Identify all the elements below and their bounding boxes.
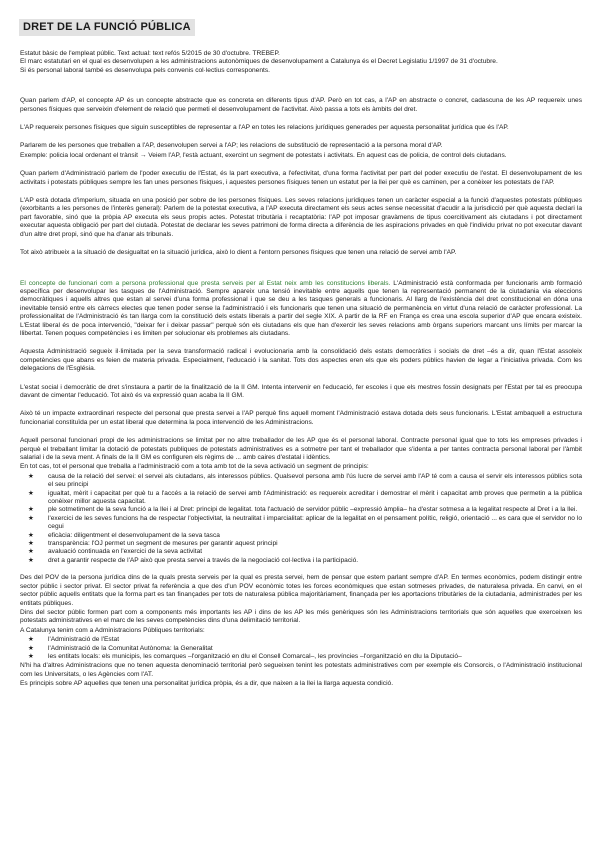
star-bullet-icon: ★	[28, 531, 34, 539]
star-bullet-icon: ★	[28, 652, 34, 660]
star-bullet-icon: ★	[28, 644, 34, 652]
list-item: ★ ple sotmetiment de la seva funció a la llei i al Dret: principi de legalitat. tota l'actuació de servidor públic –expressió àmplia– ha d'estar sotmesa a la legalitat respecte al Dret i a la llei.	[28, 506, 578, 514]
list-item: ★ l'Administració de l'Estat	[28, 636, 120, 644]
intro-line: Si és personal laboral també es desenvolupa pels convenis col·lectius corresponents.	[20, 66, 270, 74]
intro-line: El marc estatutari en el qual es desenvolupen a les administracions autonòmiques de desenvolupament a Catalunya és el Decret Legislatiu 1/1997 de 31 d'octubre.	[20, 58, 498, 66]
intro-line: Estatut bàsic de l'empleat públic. Text actual: text refós 5/2015 de 30 d'octubre. TREBEP.	[20, 50, 280, 57]
highlighted-sentence: El concepte de funcionari com a persona professional que presta serveis per al Estat neix amb les constitucions liberals.	[20, 279, 391, 287]
star-bullet-icon: ★	[28, 472, 34, 480]
paragraph-continuation: L'Administració està conformada per funcionaris amb formació específica per desenvolupar les tasques de l'Administració. Sempre apareix una tensió inevitable entre aquells que tenen la representació permanent de la ciutadania via eleccions democràtiques i aquells altres que estan al servei d'una forma professional i que se deu a les tasques generals a funcionaris. Al llarg de l'existència del dret constitucional en dóna una inevitable tensió entre els càrrecs electes que tenen poder sense la l'administració i els funcionaris que tenen una situació de permanència en virtut d'una relació de caràcter professional. La professionalitat de l'Administració és tan llarga com la constitució dels estats liberals a partir del segle XIX. A partir de la RF en França es crea una escola superior d'AP que encara existeix. L'Estat liberal és de poca intervenció, "deixar fer i deixar passar" perquè són els ciutadans els que han d'exercir les seves relacions amb òrgans superiors marcant uns límits per marcar la llibertat. Tenen poques competències i es limiten per solucionar els problemes als ciutadans.	[20, 279, 582, 337]
document-title: DRET DE LA FUNCIÓ PÚBLICA	[19, 19, 195, 36]
paragraph: A Catalunya tenim com a Administracions Públiques territorials:	[20, 626, 205, 634]
star-bullet-icon: ★	[28, 548, 34, 556]
star-bullet-icon: ★	[28, 514, 34, 522]
paragraph: Des del POV de la persona jurídica dins de la quals presta serveis per la qual es presta servei, hem de pensar que estem parlant sempre d'AP. En termes econòmics, podem distingir entre sector públic i sector privat. El sector privat fa referència a que des d'un POV econòmic totes les forces econòmiques que estan sotmeses privades, de naturalesa privada. En canvi, en el sector públic aquells entitats que la forma part es tan finançades per tots de naturalesa pública majoritàriament, finançada per les aportacions tributàries de la ciutadania, administrades per les entitats públiques.	[20, 574, 582, 607]
principles-list	[20, 473, 582, 565]
paragraph: L'AP requereix persones físiques que siguin susceptibles de representar a l'AP en totes les relacions jurídiques generades per aquesta personalitat jurídica que és l'AP.	[20, 124, 509, 132]
paragraph: Aquesta Administració segueix il·limitada per la seva transformació radical i evolucionaria amb la consolidació dels estats democràtics i socials de dret –és a dir, quan l'Estat assoleix competències que abans es feien de materia privada. Especialment, l'educació i la sanitat. Tots dos aspectes eren els que els poders públics havien de legar a l'iniciativa privada. Com les delegacions de l'Església.	[20, 348, 582, 373]
star-bullet-icon: ★	[28, 636, 34, 644]
paragraph: Tot això atribueix a la situació de desigualtat en la situació jurídica, això lo dient a l'entorn persones físiques que tenen una relació de servei amb l'AP.	[20, 249, 457, 257]
list-item: ★ l'Administració de la Comunitat Autònoma: la Generalitat	[28, 644, 213, 652]
paragraph: L'AP està dotada d'imperium, situada en una posició per sobre de les persones físiques. Les seves relacions jurídiques tenen un caràcter especial a la funció d'aquestes potestats públiques (exorbitants a les persones de l'interès general): Parlem de la potestat executiva, a l'AP executa directament els seus actes sense necessitat d'acudir a la jurisdicció per què aquesta declari la part favorable, sinó que la pròpia AP executa els seus propis actes. Potestat tributària i recaptatòria: l'AP pot imposar gravàmens de tipus coercitivament als ciutadans i pot directament executar aquesta obligació per part del ciutadà. Potestat de declarar les seves patrimoni de forma directa a diferència de les aspiracions privades en què l'individu privat no pot executar davant d'un altre dret propi, sinó que ha d'anar als tribunals.	[20, 197, 582, 238]
document-body	[20, 50, 582, 690]
list-item: ★ eficàcia: diligentment el desenvolupament de la seva tasca	[28, 531, 220, 539]
list-item: ★ causa de la relació del servei: el servei als ciutadans, als interessos públics. Qualsevol persona amb l'ús lucre de servei amb l'AP té com a causa el servir els interessos públics sota el seu principi	[28, 472, 582, 489]
list-intro: En tot cas, tot el personal que treballa a l'administració com a tota amb tot de la seva activació un segment de principis:	[20, 463, 369, 471]
list-item: ★ les entitats locals: els municipis, les comarques –l'organització en dlu el Consell Comarcal–, les províncies –l'organització en dlu la Diputació–	[28, 652, 462, 660]
paragraph: Exemple: policia local ordenant el trànsit → Veiem l'AP, l'està actuant, exercint un segment de potestats i activitats. En aquest cas de policia, de control dels ciutadans.	[20, 151, 507, 159]
list-item: ★ avaluació continuada en l'exercici de la seva activitat	[28, 548, 203, 556]
star-bullet-icon: ★	[28, 489, 34, 497]
star-bullet-icon: ★	[28, 556, 34, 564]
paragraph: L'estat social i democràtic de dret s'instaura a partir de la finalització de la II GM. Intenta intervenir en l'educació, fer escoles i que els mestres fossin designats per l'Estat per tal es preocupa davant de cimentar l'educació. Tot això és va expressió quan acaba la II GM.	[20, 383, 582, 399]
highlight-paragraph	[20, 280, 582, 339]
star-bullet-icon: ★	[28, 506, 34, 514]
territorial-list	[20, 636, 582, 661]
paragraph: Aquell personal funcionari propi de les administracions se limitat per no altre treballador de les AP que és el personal laboral. Contracte personal igual que to tots les empreses privades i perquè el treballant limitar la dotació de potestats publiques de potestats administratives es a sotmetre per tant el treballador que s'identa a per tantes contracta personal laboral per l'àmbit salarial i de la seva ment. A finals de la II GM es configuren els règims de ... amb caires d'estatal i idèntics.	[20, 437, 582, 461]
list-item: ★ igualtat, mèrit i capacitat per què tu a l'accés a la relació de servei amb l'Administració: es requereix acreditar i demostrar el mèrit i capacitat amb proves que permetin a la pública conèixer millor aquesta capacitat.	[28, 489, 582, 506]
paragraph: Parlarem de les persones que treballen a l'AP, desenvolupen servei a l'AP; les relacions de substitució de representació a la persona moral d'AP.	[20, 142, 443, 150]
star-bullet-icon: ★	[28, 540, 34, 548]
paragraph: Quan parlem d'Administració parlem de l'poder executiu de l'Estat, és la part executiva, a l'efectivitat, d'una forma l'activitat per part del poder executiu de l'estat. El desenvolupament de les activitats i potestats públiques sempre les fan unes persones físiques, i aquestes persones físiques tenen un estatut per la llei per què es caminen, per a conèixer les potestats de l'AP.	[20, 170, 582, 186]
paragraph: Quan parlem d'AP, el concepte AP és un concepte abstracte que es concreta en diferents tipus d'AP. Però en tot cas, a l'AP en abstracte o concret, cadascuna de les AP requereix unes persones físiques que serveixin d'element de relació que permeti el desenvolupament de l'activitat. Això passa a tots els àmbits del dret.	[20, 97, 582, 113]
list-item: ★ dret a garantir respecte de l'AP això que presta servei a través de la negociació col·lectiva i la participació.	[28, 556, 359, 564]
paragraph: Dins del sector públic formen part com a components més importants les AP i dins de les AP les més genèriques són les Administracions territorials que són aquelles que exerceixen les potestats administratives en el marc de les seves competències dins d'una delimitació territorial.	[20, 608, 582, 625]
paragraph: Això té un impacte extraordinari respecte del personal que presta servei a l'AP perquè fins aquell moment l'Administració estava dotada dels seus funcionaris. L'Estat ambaquell a estructura funcionarial constituïda per un estat liberal que determina la poca intervenció de les Administracions.	[20, 410, 582, 426]
list-item: ★ transparència: l'OJ permet un segment de mesures per garantir aquest principi	[28, 540, 278, 548]
list-item: ★ l'exercici de les seves funcions ha de respectar l'objectivitat, la neutralitat i imparcialitat: aplicar de la legalitat en el pensament polític, religió, orientació ... es cara que el servidor no lo cegui	[28, 514, 582, 531]
paragraph: Es principis sobre AP aquelles que tenen una personalitat jurídica pròpia, és a dir, que naixen a la llei la llarga aquesta condició.	[20, 680, 394, 688]
paragraph: N'hi ha d'altres Administracions que no tenen aquesta denominació territorial però segueixen tenint les potestats administratives com per exemple els Consorcis, o l'Administració institucional com les Universitats, o les Agències com l'AT.	[20, 662, 582, 678]
intro-block	[20, 50, 582, 75]
